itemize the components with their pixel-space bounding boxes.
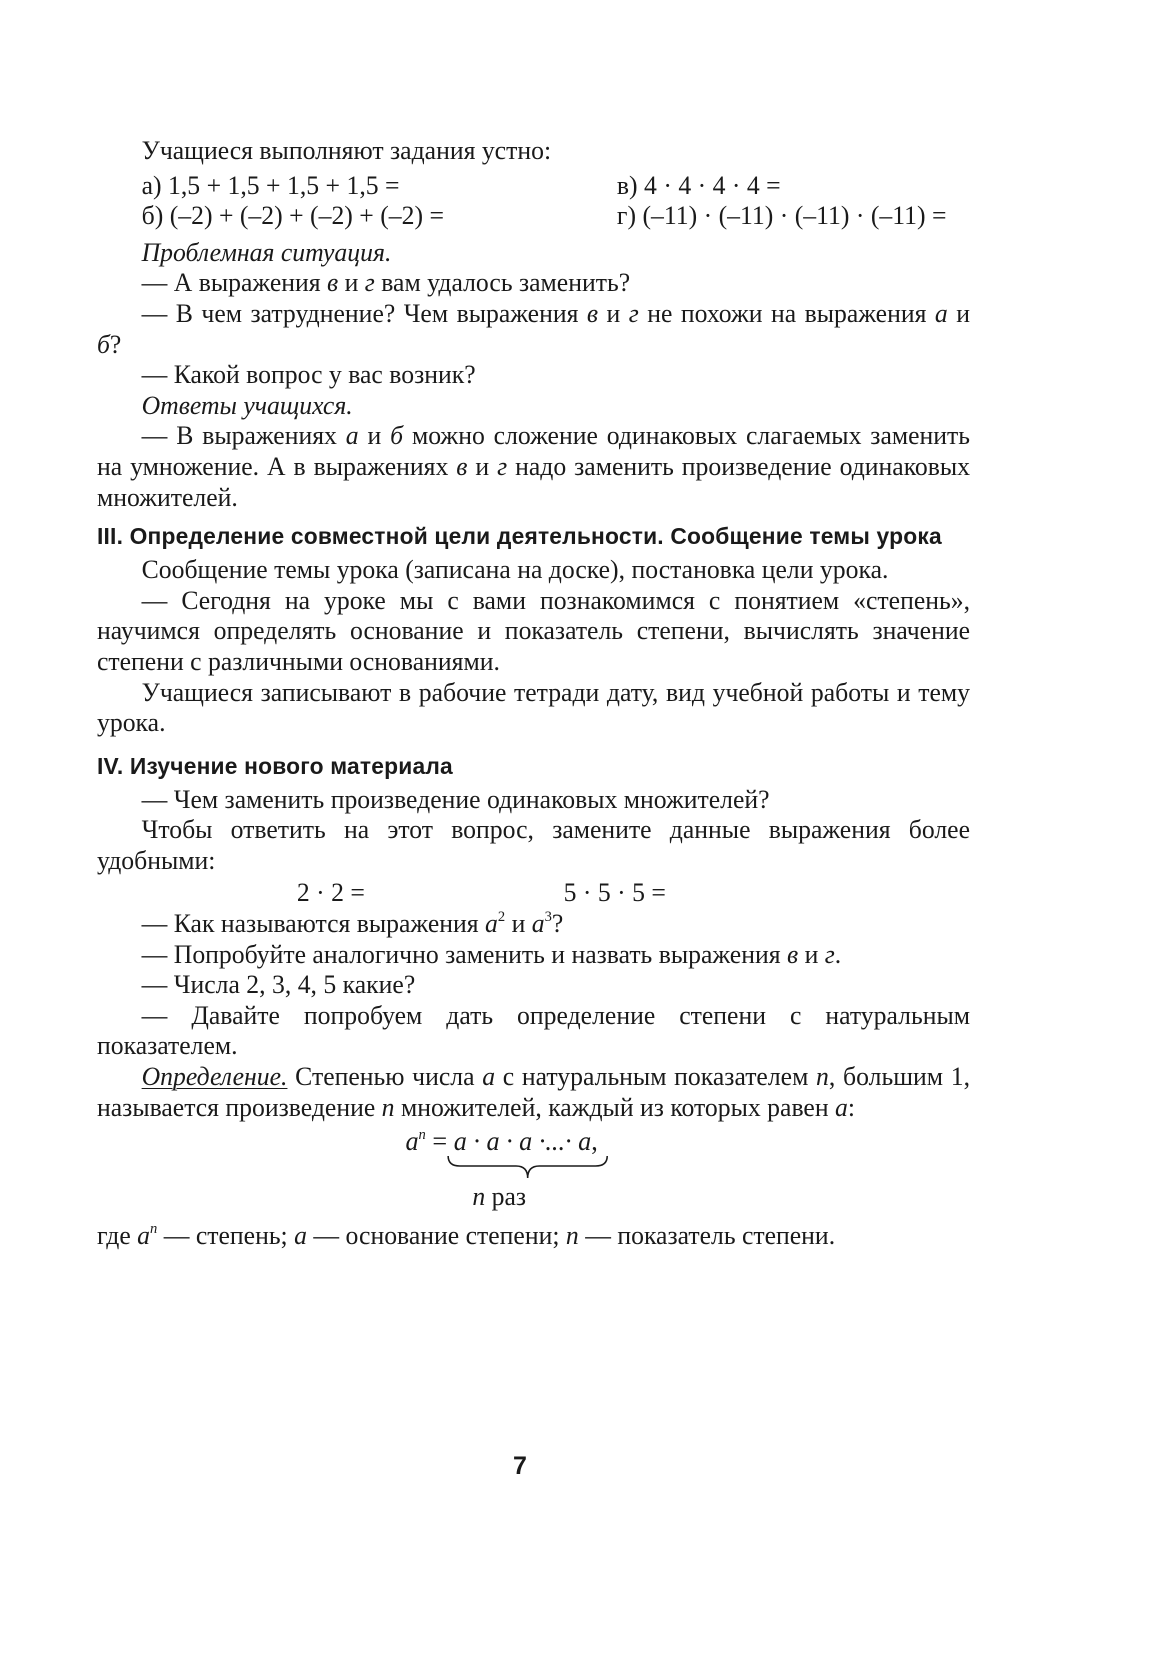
problem-question-2: — В чем затруднение? Чем выражения в и г не похожи на выражения а и б? <box>97 297 970 359</box>
problem-question-3: — Какой вопрос у вас возник? <box>141 359 476 390</box>
task-expression: (–2) + (–2) + (–2) + (–2) = <box>169 200 444 231</box>
task-expression: 1,5 + 1,5 + 1,5 + 1,5 = <box>168 169 400 200</box>
expressions-row <box>97 877 970 908</box>
section-4-question-4: — Давайте попробуем дать определение степени с натуральным показателем. <box>97 999 970 1061</box>
task-label: б) <box>141 200 164 231</box>
formula-underbrace-label: n раз <box>472 1181 527 1212</box>
power-formula <box>97 1124 970 1220</box>
section-4-paragraph-1: — Чем заменить произведение одинаковых множителей? <box>141 783 770 814</box>
page-number: 7 <box>513 1452 527 1480</box>
task-b <box>142 200 617 231</box>
section-3-paragraph-3: Учащиеся записывают в рабочие тетради дату, вид учебной работы и тему урока. <box>97 676 970 738</box>
formula-equals: = <box>432 1126 448 1157</box>
definition-label: Определение. <box>141 1061 288 1092</box>
task-label: в) <box>616 169 638 200</box>
document-page <box>97 135 970 1251</box>
formula-base: a <box>405 1126 419 1157</box>
section-4-question-1: — Как называются выражения $а^2$ и $а^3$? <box>141 908 564 939</box>
task-a <box>142 170 617 201</box>
section-4-paragraph-2: Чтобы ответить на этот вопрос, замените данные выражения более удобными: <box>97 814 970 875</box>
section-3-heading: III. Определение совместной цели деятельности. Сообщение темы урока <box>97 523 942 550</box>
where-text: где $a^n$ — степень; а — основание степени; n — показатель степени. <box>97 1220 836 1251</box>
intro-text: Учащиеся выполняют задания устно: <box>141 135 552 165</box>
formula-product: a · a · a ·...· a <box>453 1126 592 1157</box>
task-label: г) <box>616 200 637 231</box>
task-label: а) <box>141 169 162 200</box>
task-g <box>617 200 1024 231</box>
definition-text: Определение. Степенью числа а с натуральным показателем n, большим 1, называется произведение n множителей, каждый из которых равен а: <box>97 1061 970 1122</box>
task-expression: 4 · 4 · 4 · 4 = <box>644 169 781 200</box>
section-4-question-3: — Числа 2, 3, 4, 5 какие? <box>141 969 416 1000</box>
answer-text: — В выражениях а и б можно сложение одинаковых слагаемых заменить на умножение. А в выражениях в и г надо заменить произведение одинаковых множителей. <box>97 420 971 512</box>
formula-exponent: n <box>418 1127 426 1144</box>
underbrace-icon <box>446 1154 609 1180</box>
expression-1: 2 · 2 = <box>296 877 365 908</box>
problem-title: Проблемная ситуация. <box>141 236 392 267</box>
problem-question-1: — А выражения в и г вам удалось заменить? <box>141 267 631 298</box>
task-list <box>97 170 970 231</box>
formula-equation: $a^n = a \cdot a \cdot a$ ·...· a, <box>405 1126 598 1157</box>
section-4-question-2: — Попробуйте аналогично заменить и назвать выражения в и г. <box>141 938 842 969</box>
section-3-paragraph-2: — Сегодня на уроке мы с вами познакомимся с понятием «степень», научимся определять основание и показатель степени, вычислять значение степени с различными основаниями. <box>97 584 970 676</box>
expression-2: 5 · 5 · 5 = <box>563 877 666 908</box>
task-v <box>617 170 1024 201</box>
task-expression: (–11) · (–11) · (–11) · (–11) = <box>642 200 947 231</box>
answers-title: Ответы учащихся. <box>141 389 353 420</box>
section-3-paragraph-1: Сообщение темы урока (записана на доске), постановка цели урока. <box>141 554 889 585</box>
section-4-heading: IV. Изучение нового материала <box>97 752 453 779</box>
